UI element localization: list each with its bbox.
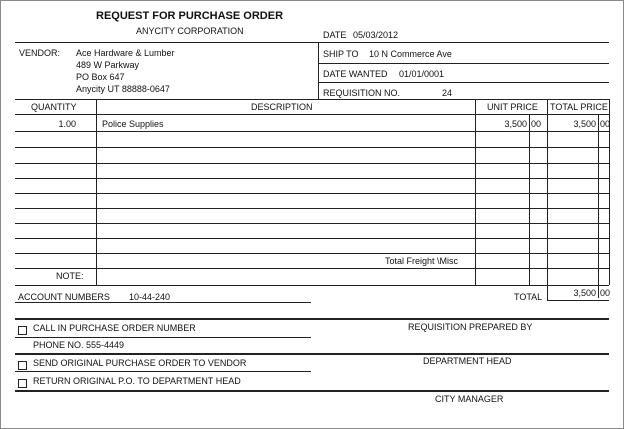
account-numbers-value: 10-44-240 [129,292,171,302]
row-rule [15,163,609,164]
total-label: TOTAL [514,292,543,302]
row-rule [15,208,609,209]
call-in-checkbox[interactable] [18,326,27,335]
row-rule [15,131,609,132]
date-wanted-rule [319,82,609,83]
prepared-by-label: REQUISITION PREPARED BY [408,322,533,332]
freight-label: Total Freight \Misc [385,256,459,266]
send-original-rule [15,371,311,372]
phone-rule [15,353,609,355]
form-title: REQUEST FOR PURCHASE ORDER [96,10,284,22]
total-dollars: 3,500 [573,288,596,298]
description-header: DESCRIPTION [251,102,313,112]
col-divider-unit-price [547,99,548,301]
vendor-line-2: 489 W Parkway [76,60,140,70]
table-header-rule [15,114,609,115]
row-rule [15,268,609,269]
table-top-rule [15,99,609,100]
return-original-rule [15,390,609,392]
row-description: Police Supplies [102,119,164,129]
date-label: DATE [323,30,347,40]
ship-to-rule [319,63,609,64]
total-price-header: TOTAL PRICE [550,102,608,112]
col-divider-total-cents [598,114,599,285]
date-wanted-label: DATE WANTED [323,69,388,79]
row-rule [15,178,609,179]
vendor-label: VENDOR: [19,48,61,58]
corporation-name: ANYCITY CORPORATION [136,26,244,36]
city-manager-label: CITY MANAGER [435,394,504,404]
total-underline [547,300,609,301]
col-divider-unit-cents [529,114,530,285]
call-in-rule [15,337,311,338]
vendor-line-4: Anycity UT 88888-0647 [76,84,170,94]
vendor-divider [318,42,319,99]
row-rule [15,238,609,239]
phone-number: PHONE NO. 555-4449 [33,340,125,350]
vendor-line-3: PO Box 647 [76,72,125,82]
account-numbers-label: ACCOUNT NUMBERS [18,292,110,302]
date-wanted-value: 01/01/0001 [399,69,445,79]
return-original-label: RETURN ORIGINAL P.O. TO DEPARTMENT HEAD [33,376,241,386]
note-label: NOTE: [56,271,84,281]
send-original-checkbox[interactable] [18,361,27,370]
row-unit-cents: 00 [531,119,542,129]
unit-price-header: UNIT PRICE [487,102,538,112]
department-head-label: DEPARTMENT HEAD [423,356,512,366]
row-rule [15,223,609,224]
table-bottom-rule [15,285,609,286]
col-divider-description [475,99,476,285]
quantity-header: QUANTITY [31,102,77,112]
row-quantity: 1.00 [58,119,76,129]
ship-to-label: SHIP TO [323,49,359,59]
col-divider-quantity [96,99,97,285]
send-original-label: SEND ORIGINAL PURCHASE ORDER TO VENDOR [33,358,247,368]
row-total-cents: 00 [600,119,611,129]
date-value: 05/03/2012 [353,30,399,40]
row-rule [15,253,609,254]
vendor-line-1: Ace Hardware & Lumber [76,48,175,58]
row-rule [15,147,609,148]
account-rule [15,302,311,303]
row-rule [15,193,609,194]
return-original-checkbox[interactable] [18,379,27,388]
requisition-label: REQUISITION NO. [323,88,401,98]
footer-top-rule [15,318,609,320]
ship-to-value: 10 N Commerce Ave [369,49,452,59]
total-cents: 00 [600,288,611,298]
row-unit-dollars: 3,500 [504,119,527,129]
header-rule [15,42,609,43]
requisition-value: 24 [442,88,453,98]
total-cents-divider [598,285,599,298]
row-total-dollars: 3,500 [573,119,596,129]
call-in-label: CALL IN PURCHASE ORDER NUMBER [33,323,196,333]
